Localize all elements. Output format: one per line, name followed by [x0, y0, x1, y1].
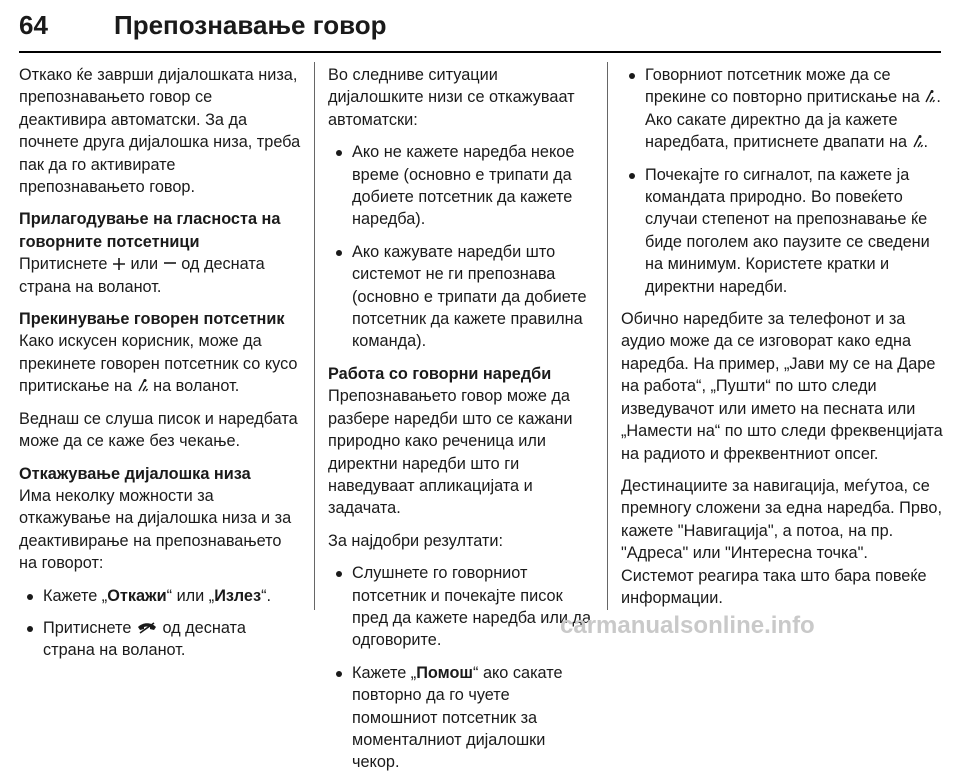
page-number: 64: [19, 10, 48, 40]
list-item: Ако кажувате наредби што системот не ги препознава (основно е трипати да добиете потсетник да кажете правилна команда).: [328, 241, 596, 353]
cancel-paragraph: Има неколку можности за откажување на дијалошка низа и за деактивирање на препознавањето на говорот:: [19, 486, 292, 573]
column-2: [328, 64, 596, 784]
list-item: Кажете „Откажи“ или „Излез“.: [19, 585, 301, 607]
column-divider-1: [314, 62, 315, 610]
page-title: Препознавање говор: [114, 10, 387, 40]
tips-list: [621, 64, 943, 298]
auto-cancel-paragraph: Во следниве ситуации дијалошките низи се откажуваат автоматски:: [328, 66, 575, 129]
navigation-paragraph: Дестинациите за навигација, меѓутоа, се премногу сложени за една наредба. Прво, кажете "Навигација", а потоа, на пр. "Адреса" или "Интересна точка". Системот реагира така што бара повеќе информации.: [621, 476, 942, 607]
minus-icon: [163, 257, 177, 271]
section-heading-volume: Прилагодување на гласноста на говорните потсетници: [19, 210, 281, 251]
cancel-list: [19, 585, 301, 662]
section-heading-cancel: Откажување дијалошка низа: [19, 464, 251, 483]
section-heading-commands: Работа со говорни наредби: [328, 364, 552, 383]
hang-up-icon: [136, 621, 158, 635]
beep-paragraph: Веднаш се слуша писок и наредбата може да се каже без чекање.: [19, 409, 298, 451]
column-3: [621, 64, 943, 619]
section-heading-interrupt: Прекинување говорен потсетник: [19, 310, 285, 329]
voice-icon: [912, 134, 924, 149]
auto-cancel-list: [328, 141, 596, 353]
list-item: Притиснете од десната страна на воланот.: [19, 617, 301, 662]
column-1: [19, 64, 301, 672]
header-rule: [19, 51, 941, 53]
watermark: carmanualsonline.info: [560, 612, 815, 639]
phone-audio-paragraph: Обично наредбите за телефонот и за аудио може да се изговорат како една наредба. На пример, „Јави му се на Даре на работа“, „Пушти“ по што следи изведувачот или името на песната или „Намести на“ по што следи фреквенцијата на радиото и фреквентниот опсег.: [621, 310, 943, 463]
commands-paragraph: Препознавањето говор може да разбере наредби што се кажани природно како реченица или директни наредби што ги наведуваат апликацијата и задачата.: [328, 387, 573, 518]
column-divider-2: [607, 62, 608, 610]
plus-icon: [112, 257, 126, 271]
volume-paragraph: Притиснете или од десната страна на воланот.: [19, 255, 265, 296]
best-results-paragraph: За најдобри резултати:: [328, 531, 503, 550]
voice-icon: [137, 378, 149, 393]
voice-icon: [924, 89, 936, 104]
list-item: Слушнете го говорниот потсетник и почекајте писок пред да кажете наредба или да одговорите.: [328, 562, 596, 652]
list-item: Ако не кажете наредба некое време (основно е трипати да добиете потсетник да кажете наредба).: [328, 141, 596, 231]
interrupt-paragraph: Како искусен корисник, може да прекинете говорен потсетник со кусо притискање на на воланот.: [19, 332, 298, 396]
list-item: Говорниот потсетник може да се прекине со повторно притискање на . Ако сакате директно да ја кажете наредбата, притиснете двапати на .: [621, 64, 943, 154]
list-item: Кажете „Помош“ ако сакате повторно да го чуете помошниот потсетник за моменталниот дијалошки чекор.: [328, 662, 596, 774]
intro-paragraph: Откако ќе заврши дијалошката низа, препознавањето говор се деактивира автоматски. За да почнете друга дијалошка низа, треба пак да го активирате препознавањето говор.: [19, 66, 301, 197]
page-header: [0, 0, 960, 52]
list-item: Почекајте го сигналот, па кажете ја командата природно. Во повеќето случаи степенот на препознавање ќе биде поголем ако паузите се сведени на минимум. Користете кратки и директни наредби.: [621, 164, 943, 298]
best-results-list: [328, 562, 596, 774]
